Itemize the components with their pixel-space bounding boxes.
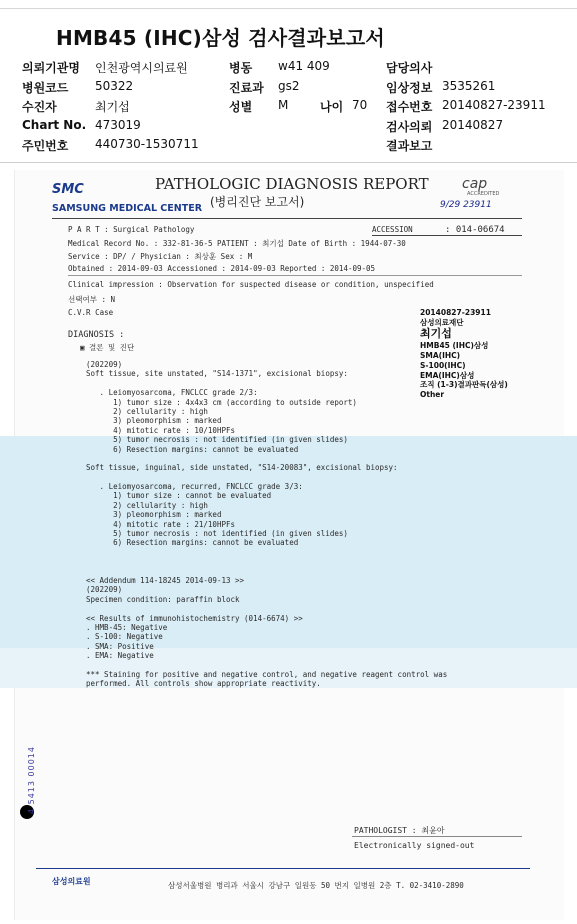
label-org: 삼성의료재단 — [420, 317, 464, 327]
field-label: 병동 — [229, 61, 253, 75]
diagnosis-line: . Leiomyosarcoma, FNCLCC grade 2/3: — [86, 388, 258, 398]
field-value: 3535261 — [442, 79, 496, 93]
diagnosis-line: . EMA: Negative — [86, 651, 154, 661]
field-label: 담당의사 — [386, 61, 433, 75]
header-divider — [0, 162, 577, 163]
accession-label: ACCESSION — [372, 225, 413, 234]
field-label: 주민번호 — [22, 139, 69, 153]
diagnosis-heading: DIAGNOSIS : — [68, 330, 125, 340]
report-subtitle: (병리진단 보고서) — [210, 195, 305, 209]
report-divider — [52, 218, 522, 219]
accession-value: : 014-06674 — [445, 225, 505, 235]
accession-underline — [372, 235, 522, 236]
diagnosis-subheading: ▣ 결론 및 진단 — [80, 343, 135, 352]
info-divider — [68, 275, 522, 276]
diagnosis-body — [86, 360, 447, 689]
field-value: M — [278, 98, 289, 112]
clinical-impression: Clinical impression : Observation for suspected disease or condition, unspecified — [68, 280, 434, 289]
diagnosis-line — [86, 473, 447, 482]
handwritten-note: 9/29 23911 — [440, 200, 492, 210]
field-label: 결과보고 — [386, 139, 433, 153]
field-label: 성별 — [229, 100, 253, 114]
field-label: 병원코드 — [22, 81, 69, 95]
diagnosis-line: . HMB-45: Negative — [86, 622, 168, 632]
label-item: SMA(IHC) — [420, 351, 461, 361]
footer-address: 삼성서울병원 병리과 서울시 강남구 일원동 50 번지 일병원 2층 T. 02-3410-2890 — [168, 881, 464, 890]
field-value: 473019 — [95, 118, 141, 132]
diagnosis-line: . SMA: Positive — [86, 641, 154, 651]
diagnosis-line: Specimen condition: paraffin block — [86, 594, 240, 604]
select-status: 선택여부 : N — [68, 295, 116, 304]
label-item: Other — [420, 389, 445, 399]
hospital-name: SAMSUNG MEDICAL CENTER — [52, 203, 203, 214]
field-value: 440730-1530711 — [95, 137, 199, 151]
field-value: 인천광역시의료원 — [95, 61, 188, 75]
diagnosis-line: 2) cellularity : high — [86, 500, 208, 510]
info-line: Obtained : 2014-09-03 Accessioned : 2014-09-03 Reported : 2014-09-05 — [68, 264, 376, 273]
label-item: EMA(IHC)삼성 — [420, 370, 475, 380]
page-title: HMB45 (IHC)삼성 검사결과보고서 — [56, 26, 385, 50]
age-value: 70 — [352, 98, 368, 112]
field-value: w41 409 — [278, 59, 330, 73]
diagnosis-line — [86, 548, 447, 557]
field-label: 의뢰기관명 — [22, 61, 80, 75]
diagnosis-line — [86, 379, 447, 388]
diagnosis-line: *** Staining for positive and negative control, and negative reagent control was — [86, 669, 448, 679]
label-patient-name: 최기섭 — [420, 327, 452, 341]
diagnosis-line: . S-100: Negative — [86, 632, 163, 642]
signature-line — [352, 836, 522, 837]
label-item: 조직 (1-3)결과판독(삼성) — [420, 380, 508, 390]
field-value: 최기섭 — [95, 100, 130, 114]
diagnosis-line: (202209) — [86, 360, 123, 369]
label-item: HMB45 (IHC)삼성 — [420, 341, 489, 351]
diagnosis-line — [86, 661, 447, 670]
field-label: 검사의뢰 — [386, 120, 433, 134]
diagnosis-line: 4) mitotic rate : 21/10HPFs — [86, 519, 236, 529]
field-value: 50322 — [95, 79, 134, 93]
cap-accredited: ACCREDITED — [467, 191, 500, 197]
diagnosis-line: << Results of immunohistochemistry (014-6674) >> — [86, 613, 303, 623]
diagnosis-line: 1) tumor size : 4x4x3 cm (according to outside report) — [86, 397, 357, 407]
top-divider — [0, 8, 577, 9]
report-title: PATHOLOGIC DIAGNOSIS REPORT — [155, 175, 429, 193]
field-label: 수진자 — [22, 100, 57, 114]
diagnosis-line — [86, 557, 447, 566]
diagnosis-line: 5) tumor necrosis : not identified (in given slides) — [86, 529, 348, 539]
field-label: 진료과 — [229, 81, 264, 95]
diagnosis-line: Soft tissue, site unstated, "S14-1371", excisional biopsy: — [86, 369, 348, 379]
field-value: 20140827 — [442, 118, 504, 132]
diagnosis-line: 3) pleomorphism : marked — [86, 416, 222, 426]
footer-divider — [36, 868, 530, 869]
field-value: 20140827-23911 — [442, 98, 546, 112]
diagnosis-line: 6) Resection margins: cannot be evaluated — [86, 444, 299, 454]
smc-logo: SMC — [52, 182, 84, 197]
pathologist: PATHOLOGIST : 최윤아 — [354, 826, 445, 835]
diagnosis-line: Soft tissue, inguinal, side unstated, "S14-20083", excisional biopsy: — [86, 463, 398, 473]
label-accession: 20140827-23911 — [420, 308, 491, 317]
diagnosis-line: << Addendum 114-18245 2014-09-13 >> — [86, 575, 245, 585]
field-label: Chart No. — [22, 118, 87, 132]
diagnosis-line — [86, 567, 447, 576]
signed-status: Electronically signed-out — [354, 841, 475, 850]
diagnosis-line: 5) tumor necrosis : not identified (in given slides) — [86, 435, 348, 445]
diagnosis-line: 4) mitotic rate : 10/10HPFs — [86, 425, 236, 435]
barcode-number: 4 5413 00014 — [27, 746, 36, 814]
label-item: S-100(IHC) — [420, 360, 466, 370]
info-line: Service : DP/ / Physician : 최상훈 Sex : M — [68, 252, 253, 261]
part-line: P A R T : Surgical Pathology — [68, 225, 195, 234]
diagnosis-line: 1) tumor size : cannot be evaluated — [86, 491, 272, 501]
diagnosis-line: 3) pleomorphism : marked — [86, 510, 222, 520]
diagnosis-line: 6) Resection margins: cannot be evaluated — [86, 538, 299, 548]
field-label: 접수번호 — [386, 100, 433, 114]
cvr-case: C.V.R Case — [68, 308, 114, 317]
field-label: 임상정보 — [386, 81, 433, 95]
diagnosis-line — [86, 454, 447, 463]
age-label: 나이 — [320, 100, 344, 114]
diagnosis-line: performed. All controls show appropriate reactivity. — [86, 679, 321, 689]
diagnosis-line: . Leiomyosarcoma, recurred, FNCLCC grade 3/3: — [86, 482, 303, 492]
footer-logo: 삼성의료원 — [52, 877, 91, 886]
info-line: Medical Record No. : 332-81-36-5 PATIENT : 최기섭 Date of Birth : 1944-07-30 — [68, 239, 406, 248]
diagnosis-line: (202209) — [86, 585, 123, 595]
field-value: gs2 — [278, 79, 300, 93]
cap-logo: cap — [462, 176, 488, 192]
diagnosis-line: 2) cellularity : high — [86, 406, 208, 416]
diagnosis-line — [86, 604, 447, 613]
